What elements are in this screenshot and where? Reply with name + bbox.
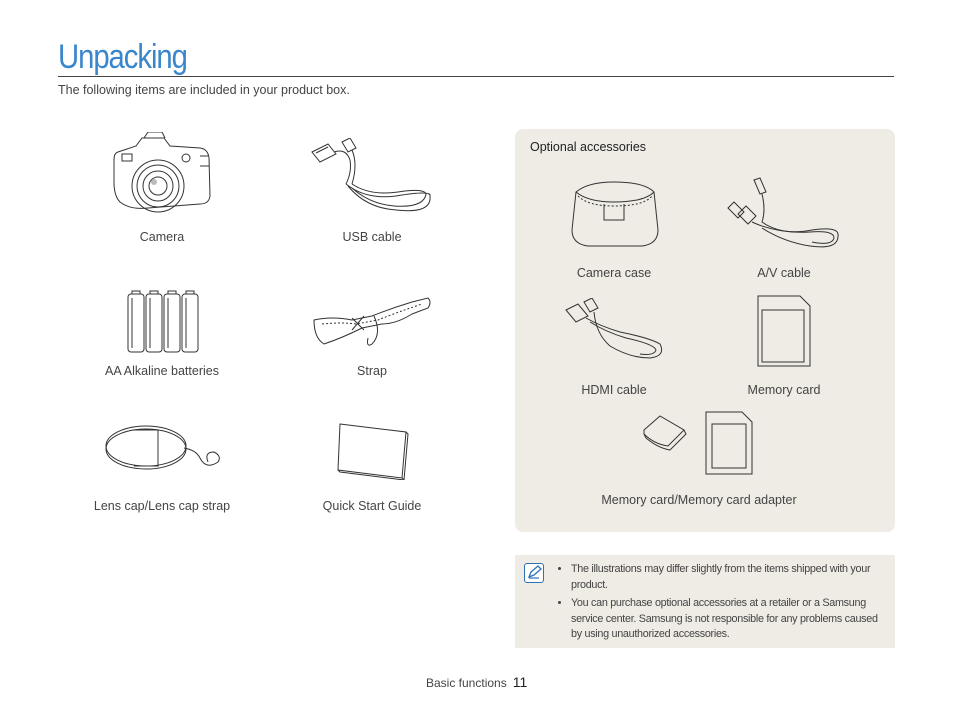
optional-label-av-cable: A/V cable [757,266,811,280]
strap-icon [312,294,432,356]
note-list [557,562,891,646]
item-label-camera: Camera [139,230,185,244]
note-box [515,555,895,648]
memory-card-icon [754,294,814,368]
page-footer [426,674,527,690]
camera-icon [108,132,214,218]
av-cable-icon [722,176,842,252]
page-subtitle: The following items are included in your product box. [58,83,350,97]
item-label-guide: Quick Start Guide [322,499,422,513]
optional-label-card-adapter: Memory card/Memory card adapter [601,493,797,507]
item-label-usb-cable: USB cable [342,230,402,244]
title-rule [58,76,894,77]
optional-accessories-title: Optional accessories [530,140,647,154]
hdmi-cable-icon [560,298,668,364]
usb-cable-icon [306,138,436,216]
optional-label-memory-card: Memory card [747,383,821,397]
optional-label-hdmi-cable: HDMI cable [581,383,647,397]
lens-cap-icon [104,422,224,480]
camera-case-icon [568,180,662,248]
note-pencil-icon [524,563,544,583]
guide-book-icon [336,422,410,480]
page-number: 11 [512,674,528,690]
note-bullet: • The illustrations may differ slightly from the items shipped with your product. [571,562,891,593]
memory-card-adapter-icon [640,410,760,476]
optional-label-camera-case: Camera case [576,266,652,280]
item-label-batteries: AA Alkaline batteries [105,364,219,378]
batteries-icon [126,290,200,354]
footer-section: Basic functions [426,676,507,690]
item-label-lens-cap: Lens cap/Lens cap strap [93,499,231,513]
page-title: Unpacking [58,38,187,76]
item-label-strap: Strap [357,364,387,378]
note-bullet: • You can purchase optional accessories at a retailer or a Samsung service center. Samsung is not responsible for any problems caused by using unauthorized accessories. [571,596,891,643]
